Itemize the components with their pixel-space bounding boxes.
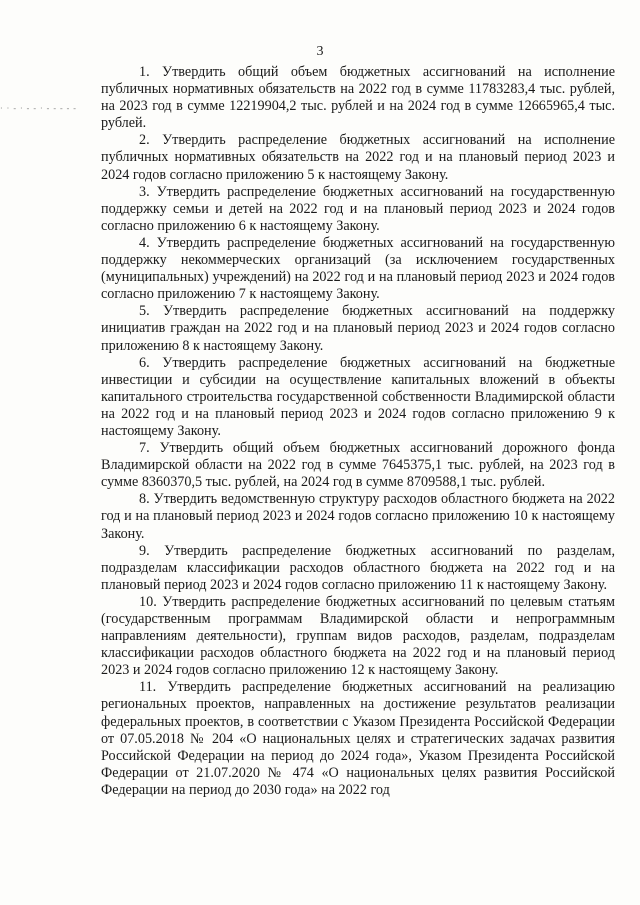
scan-artifact-icon: · · - · - - · - - - - - <box>0 104 77 113</box>
paragraph-8: 8. Утвердить ведомственную структуру расходов областного бюджета на 2022 год и на плановый период 2023 и 2024 годов согласно приложению 10 к настоящему Закону. <box>101 491 615 542</box>
paragraph-10: 10. Утвердить распределение бюджетных ассигнований по целевым статьям (государственным программам Владимирской области и непрограммным направлениям деятельности), группам видов расходов, разделам, подразделам классификации расходов областного бюджета на 2022 год и на плановый период 2023 и 2024 годов согласно приложению 12 к настоящему Закону. <box>101 593 615 679</box>
paragraph-1: 1. Утвердить общий объем бюджетных ассигнований на исполнение публичных нормативных обязательств на 2022 год в сумме 11783283,4 тыс. рублей, на 2023 год в сумме 12219904,2 тыс. рублей и на 2024 год в сумме 12665965,4 тыс. рублей. <box>101 64 615 132</box>
paragraph-7: 7. Утвердить общий объем бюджетных ассигнований дорожного фонда Владимирской области на 2022 год в сумме 7645375,1 тыс. рублей, на 2023 год в сумме 8360370,5 тыс. рублей, на 2024 год в сумме 8709588,1 тыс. рублей. <box>101 440 615 491</box>
page-number: 3 <box>316 44 324 59</box>
paragraph-4: 4. Утвердить распределение бюджетных ассигнований на государственную поддержку некоммерческих организаций (за исключением государственных (муниципальных) учреждений) на 2022 год и на плановый период 2023 и 2024 годов согласно приложению 7 к настоящему Закону. <box>101 234 615 303</box>
paragraph-9: 9. Утвердить распределение бюджетных ассигнований по разделам, подразделам классификации расходов областного бюджета на 2022 год и на плановый период 2023 и 2024 годов согласно приложению 11 к настоящему Закону. <box>101 542 615 593</box>
paragraph-2: 2. Утвердить распределение бюджетных ассигнований на исполнение публичных нормативных обязательств на 2022 год и на плановый период 2023 и 2024 годов согласно приложению 5 к настоящему Закону. <box>101 132 615 183</box>
paragraph-5: 5. Утвердить распределение бюджетных ассигнований на поддержку инициатив граждан на 2022 год и на плановый период 2023 и 2024 годов согласно приложению 8 к настоящему Закону. <box>101 303 615 354</box>
paragraph-6: 6. Утвердить распределение бюджетных ассигнований на бюджетные инвестиции и субсидии на осуществление капитальных вложений в объекты капитального строительства государственной собственности Владимирской области на 2022 год и на плановый период 2023 и 2024 годов согласно приложению 9 к настоящему Закону. <box>101 354 615 439</box>
paragraph-3: 3. Утвердить распределение бюджетных ассигнований на государственную поддержку семьи и детей на 2022 год и на плановый период 2023 и 2024 годов согласно приложению 6 к настоящему Закону. <box>101 183 615 234</box>
paragraph-11: 11. Утвердить распределение бюджетных ассигнований на реализацию региональных проектов, направленных на достижение результатов реализации федеральных проектов, в соответствии с Указом Президента Российской Федерации от 07.05.2018 № 204 «О национальных целях и стратегических задачах развития Российской Федерации на период до 2024 года», Указом Президента Российской Федерации от 21.07.2020 № 474 «О национальных целях развития Российской Федерации на период до 2030 года» на 2022 год <box>101 679 615 798</box>
document-body <box>101 64 615 799</box>
